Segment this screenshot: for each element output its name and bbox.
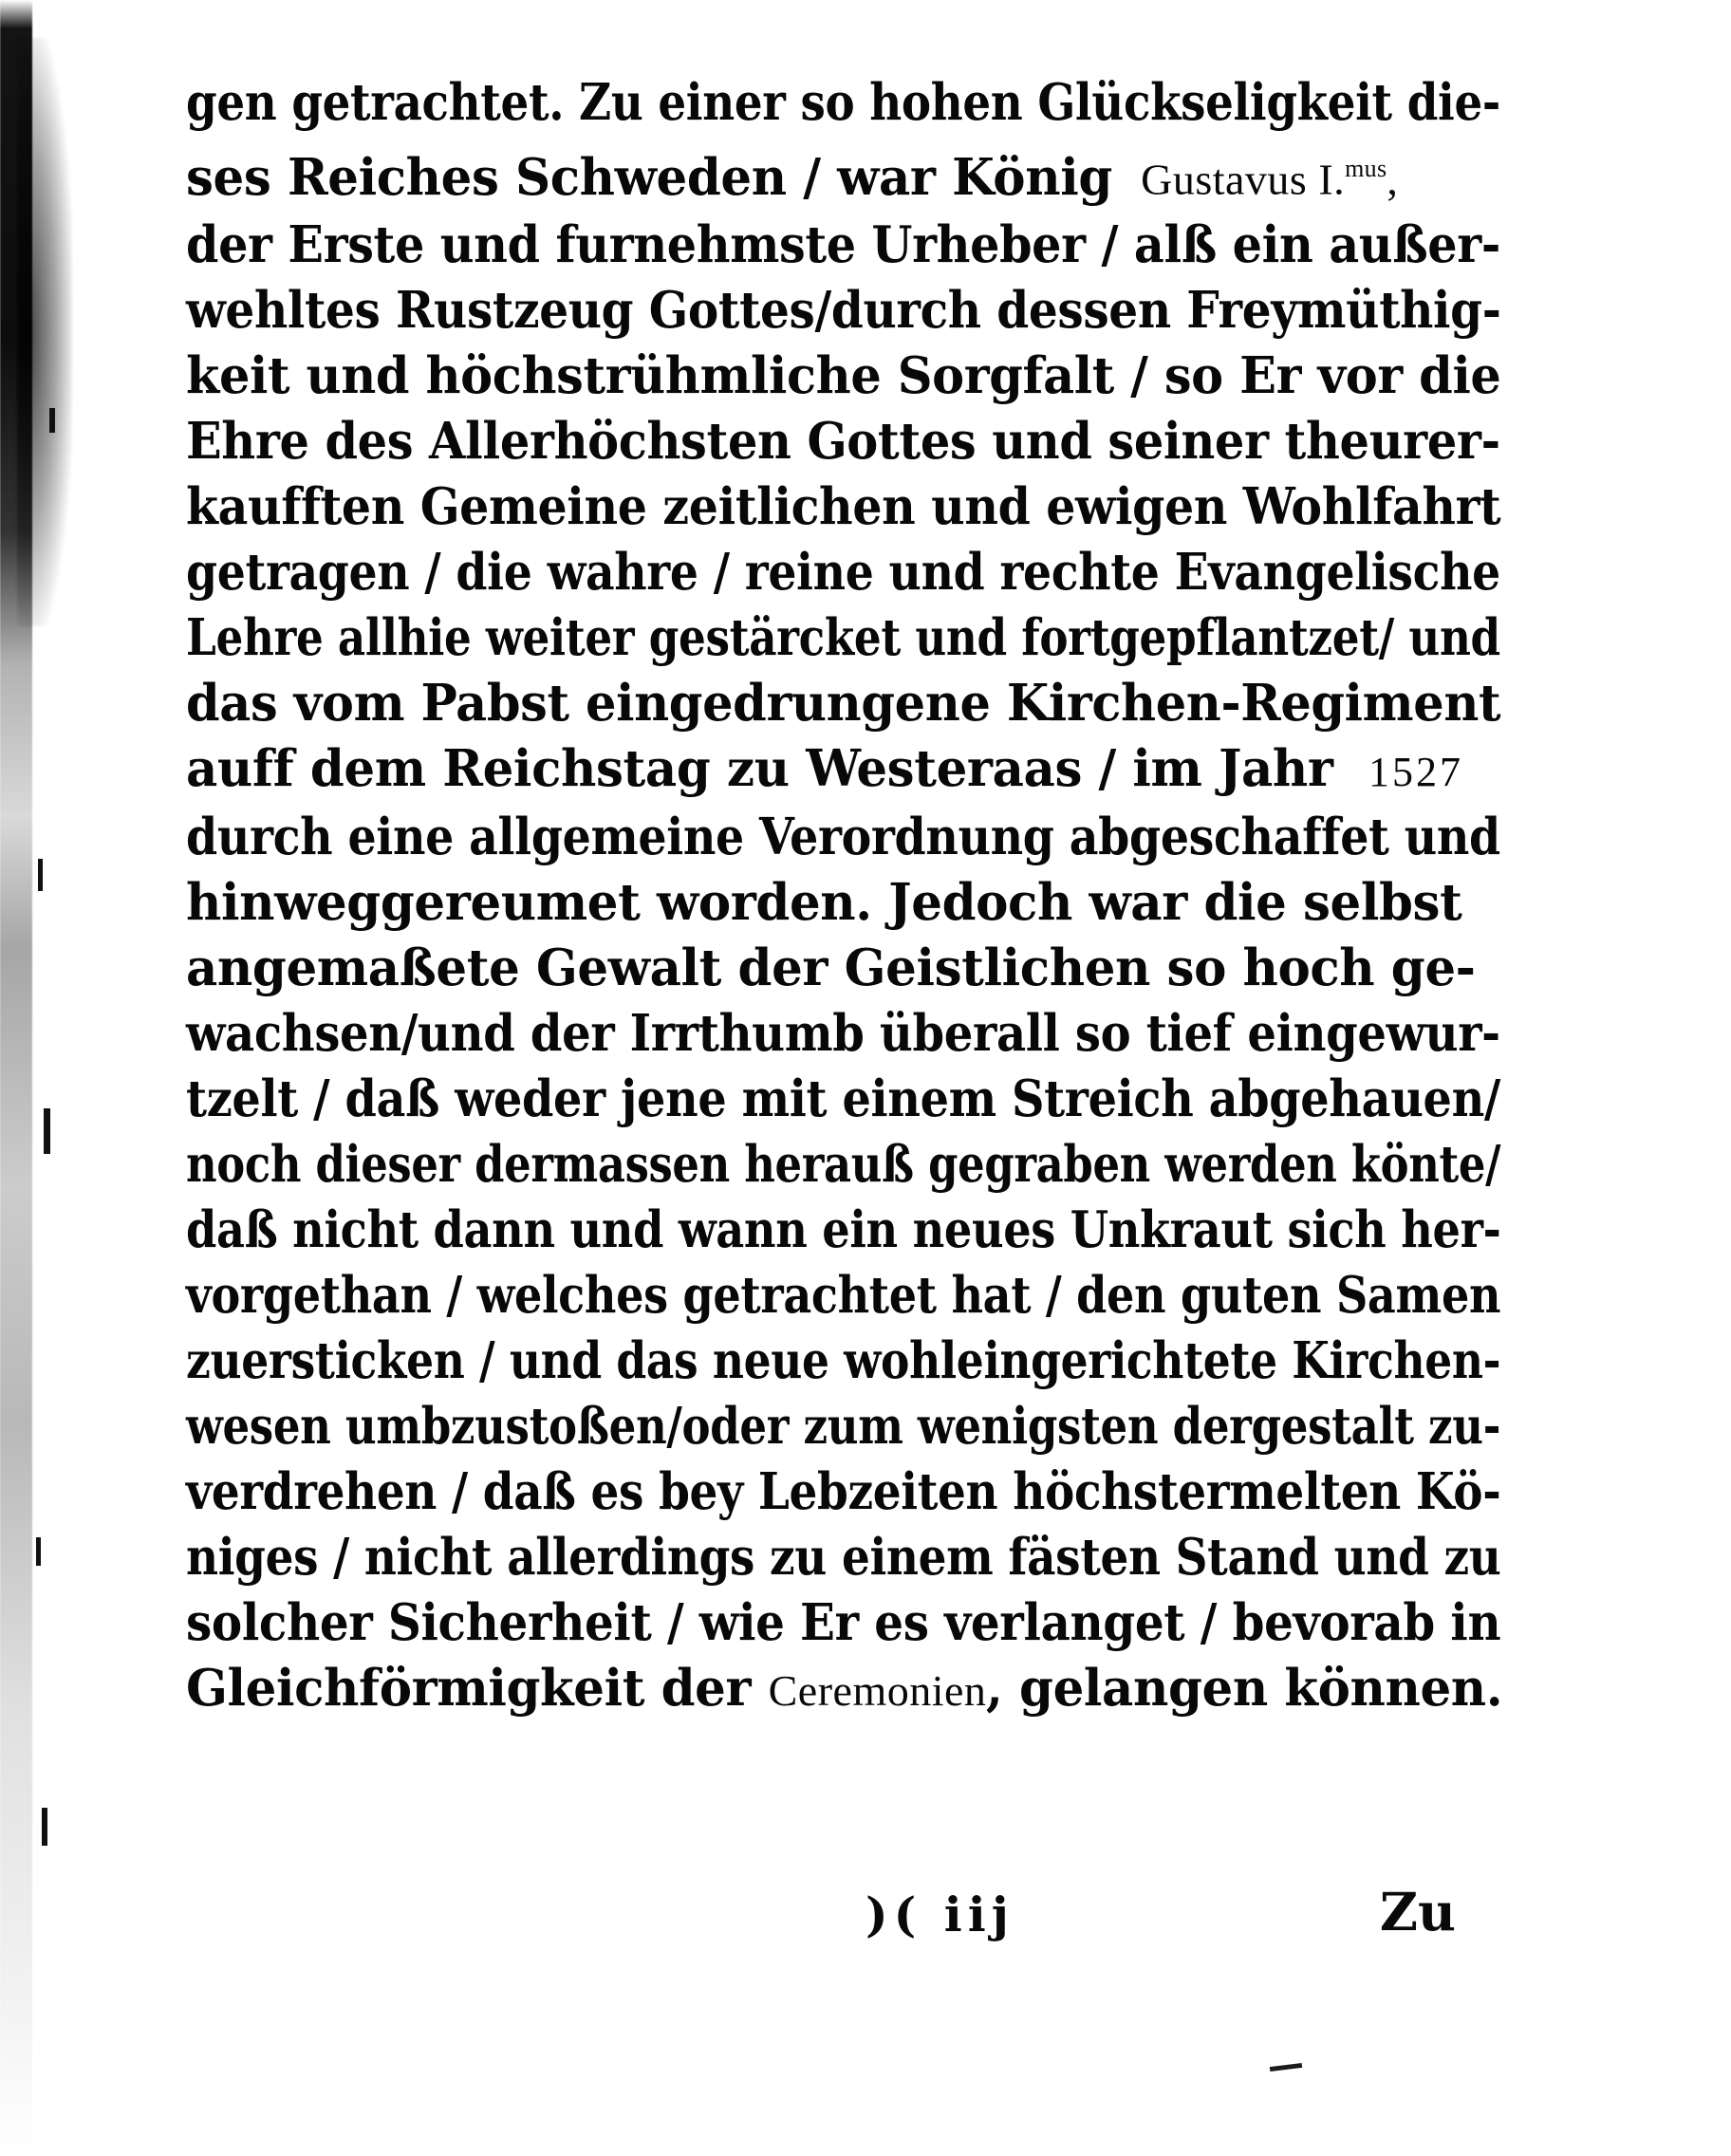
- scan-speck: [49, 408, 55, 433]
- text-line: [186, 1656, 1541, 1723]
- text-line: [186, 870, 1541, 936]
- text-run-superscript: mus: [1345, 155, 1387, 182]
- scan-speck: [42, 1808, 47, 1846]
- text-run-fraktur: wachsen/und der Irrthumb überall so tief eingewur-: [186, 1003, 1500, 1063]
- text-line: [186, 1329, 1501, 1394]
- text-run-roman: Ceremonien: [768, 1665, 987, 1715]
- text-run-fraktur: durch eine allgemeine Verordnung abgeschaffet und: [186, 807, 1500, 866]
- text-run-fraktur: Ehre des Allerhöchsten Gottes und seiner theurer-: [186, 411, 1500, 471]
- page-footer: [186, 1881, 1541, 1972]
- text-run-fraktur: ses Reiches Schweden / war König: [186, 147, 1112, 207]
- text-run-fraktur: Lehre allhie weiter gestärcket und fortgepflantzet/ und: [186, 607, 1500, 667]
- text-run-roman: Gustavus I.: [1141, 155, 1346, 204]
- text-line: [186, 70, 1500, 136]
- text-line: [186, 1001, 1500, 1067]
- text-run-fraktur: gen getrachtet. Zu einer so hohen Glückseligkeit die-: [186, 73, 1500, 132]
- text-run-fraktur: keit und höchstrühmliche Sorgfalt / so Er vor die: [186, 345, 1501, 405]
- text-line: [186, 278, 1501, 344]
- text-run-roman: ,: [1387, 155, 1399, 204]
- text-run-fraktur: niges / nicht allerdings zu einem fästen Stand und zu: [186, 1527, 1501, 1587]
- text-run-fraktur: das vom Pabst eingedrungene Kirchen-Regiment: [186, 673, 1501, 733]
- text-run-fraktur: tzelt / daß weder jene mit einem Streich abgehauen/: [186, 1069, 1500, 1128]
- text-run-fraktur: angemaßete Gewalt der Geistlichen so hoch ge-: [186, 938, 1476, 997]
- printer-signature-mark: )( iij: [866, 1886, 1014, 1942]
- text-line: [186, 1132, 1501, 1198]
- catchword: Zu: [1379, 1881, 1456, 1942]
- text-run-fraktur: zuersticken / und das neue wohleingerichtete Kirchen-: [186, 1330, 1501, 1390]
- text-run-fraktur: hinweggereumet worden. Jedoch war die selbst: [186, 872, 1462, 932]
- text-line: [186, 136, 1541, 213]
- text-run-fraktur: der Erste und furnehmste Urheber / alß ein außer-: [186, 214, 1500, 274]
- text-line: [186, 736, 1541, 805]
- text-run-fraktur: noch dieser dermassen herauß gegraben werden könte/: [186, 1134, 1501, 1194]
- scan-speck: [36, 1537, 41, 1566]
- scan-speck: [44, 1108, 50, 1154]
- text-run-fraktur: Gleichförmigkeit der: [186, 1658, 752, 1718]
- text-line: [186, 805, 1500, 870]
- text-run-fraktur: wesen umbzustoßen/oder zum wenigsten dergestalt zu-: [186, 1396, 1501, 1456]
- text-line: [186, 344, 1530, 409]
- text-run-fraktur: auff dem Reichstag zu Westeraas / im Jahr: [186, 738, 1333, 798]
- text-run-fraktur: wehltes Rustzeug Gottes/durch dessen Freymüthig-: [186, 280, 1501, 340]
- scan-speck: [38, 859, 43, 891]
- text-run-fraktur: verdrehen / daß es bey Lebzeiten höchstermelten Kö-: [186, 1461, 1501, 1521]
- text-line: [186, 409, 1500, 474]
- text-line: [186, 213, 1500, 278]
- scan-binding-shadow: [0, 0, 32, 2156]
- text-run-number: 1527: [1368, 748, 1463, 795]
- text-run-fraktur: daß nicht dann und wann ein neues Unkraut sich her-: [186, 1199, 1501, 1259]
- text-line: [186, 671, 1531, 736]
- text-line: [186, 1394, 1501, 1459]
- text-line: [186, 1263, 1501, 1329]
- text-run-fraktur: vorgethan / welches getrachtet hat / den guten Samen: [186, 1265, 1501, 1325]
- text-line: [186, 1459, 1501, 1525]
- text-line: [186, 474, 1501, 540]
- scan-binding-blotch: [17, 38, 72, 626]
- text-line: [186, 605, 1500, 671]
- page-text-block: [186, 70, 1541, 1723]
- text-run-fraktur: solcher Sicherheit / wie Er es verlanget / bevorab in: [186, 1592, 1501, 1652]
- text-line: [186, 936, 1541, 1001]
- text-line: [186, 1198, 1501, 1263]
- scan-bottom-mark: [1270, 2063, 1302, 2072]
- text-line: [186, 1067, 1500, 1132]
- text-run-fraktur: getragen / die wahre / reine und rechte Evangelische: [186, 542, 1500, 602]
- text-line: [186, 1525, 1501, 1590]
- text-line: [186, 1590, 1501, 1656]
- text-run-fraktur: , gelangen können.: [986, 1658, 1503, 1718]
- text-run-fraktur: kaufften Gemeine zeitlichen und ewigen Wohlfahrt: [186, 476, 1501, 536]
- text-line: [186, 540, 1500, 605]
